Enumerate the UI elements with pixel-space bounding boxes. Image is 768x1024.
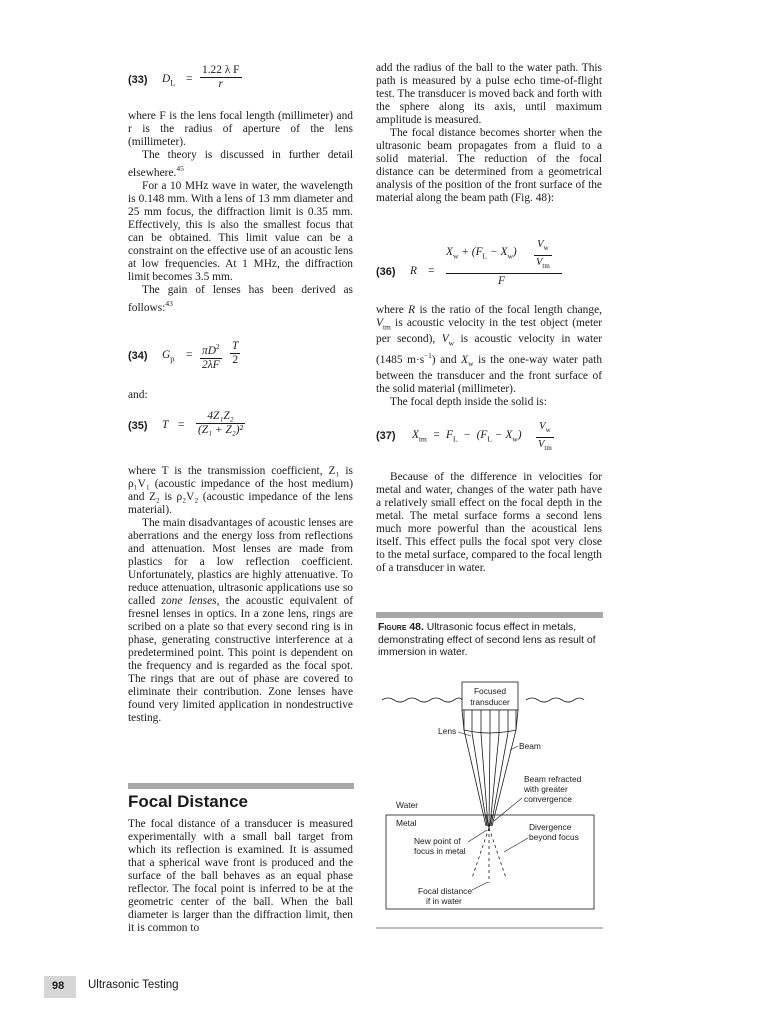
paragraph: Because of the difference in velocities for metal and water, changes of the water path have a relatively small effect on the focal depth in the metal. The metal surface forms a second lens much more powerful than the acoustical lens itself. This effect pulls the focal spot very close to the metal surface, compared to the focal length of a transducer in water. — [376, 471, 602, 574]
eq35-denominator: (Z₁ + Z₂)² — [198, 424, 243, 436]
right-text-block-1 — [376, 62, 602, 205]
figure-caption — [378, 622, 602, 660]
right-text-block-3 — [376, 471, 602, 575]
eq36-numerator: $X_w + (F_L - X_w)$ — [446, 246, 517, 261]
eq33-denominator: r — [200, 77, 242, 91]
paragraph: The focal distance of a transducer is measured experimentally with a small ball target from which its reflection is examined. It is assumed that a spherical wave front is produced and the surface of the ball behaves as an equal phase reflector. The focal point is inferred to be at the geometric center of the ball. When the ball diameter is larger than the diffraction limit, then it is common to — [128, 818, 353, 934]
section-rule — [128, 783, 354, 789]
label-lens: Lens — [438, 726, 457, 736]
eq34-fraction-1 — [200, 340, 222, 372]
equation-number: (34) — [128, 350, 148, 362]
eq34-exponent: 2 — [215, 342, 220, 351]
reference-superscript: 43 — [165, 298, 173, 308]
eq37-velocity-ratio: $V_w$ $V_{tm}$ — [536, 420, 554, 455]
figure-48-diagram — [376, 678, 604, 913]
label-divergence-2: beyond focus — [529, 832, 579, 842]
paragraph-text: The theory is discussed in further detail elsewhere. — [128, 149, 353, 179]
equals-sign: = — [186, 73, 193, 85]
paragraph: where R is the ratio of the focal length change, $V_{tm}$ is acoustic velocity in the test object (meter per second), $V_w$ is acoustic velocity in water (1485 $m\cdot s^{-1}$) and $X_w$ is the one-way water path between the transducer and the front surface of the solid material (millimeter). — [376, 304, 603, 395]
page-number-box — [44, 976, 76, 998]
eq-lhs: R — [410, 265, 417, 277]
eq-lhs: G — [162, 349, 171, 361]
figure-label: Figure 48. — [378, 622, 424, 633]
left-text-block-1 — [128, 110, 353, 315]
paragraph: The focal depth inside the solid is: — [390, 395, 547, 408]
leader-focal-distance — [472, 882, 488, 890]
label-new-focus-2: focus in metal — [414, 846, 466, 856]
label-beam-refracted-1: Beam refracted — [524, 774, 582, 784]
paragraph-text: The gain of lenses has been derived as follows: — [128, 283, 353, 314]
left-text-block-3 — [128, 818, 353, 935]
beam-rays — [464, 710, 516, 826]
figure-rule — [376, 612, 603, 618]
paragraph-text: The main disadvantages of acoustic lenses are aberrations and the energy loss from reflections and attenuation. Most lenses are made from plastics for a low reflection coefficient. Unfortunately, plastics are highly attenuative. To reduce attenuation, ultrasonic applications use so called — [128, 517, 353, 607]
equals-sign: = — [186, 349, 193, 361]
paragraph — [128, 284, 353, 315]
eq36-fraction-bar — [446, 273, 562, 274]
paragraph: For a 10 MHz wave in water, the wavelength is 0.148 mm. With a lens of 13 mm diameter and 25 mm focus, the diffraction limit is 0.35 mm. Effectively, this is also the smallest focus that can be obtained. This limit value can be a constraint on the effective use of an acoustic lens at low frequencies. At 1 MHz, the diffraction limit becomes 3.5 mm. — [128, 179, 353, 283]
equation-number: (35) — [128, 420, 148, 432]
page-number: 98 — [52, 980, 65, 992]
label-water: Water — [396, 800, 419, 810]
eq34-denominator-1: 2λF — [200, 358, 222, 372]
label-focused-transducer-2: transducer — [470, 697, 510, 707]
equation-36 — [376, 238, 602, 292]
label-beam-refracted-3: convergence — [524, 794, 572, 804]
figure-bottom-rule — [376, 927, 603, 929]
water-surface-right — [526, 698, 584, 702]
eq36-velocity-ratio: $V_w$ $V_{tm}$ — [534, 238, 552, 273]
and-label: and: — [128, 389, 148, 401]
label-new-focus-1: New point of — [414, 836, 461, 846]
paragraph: where F is the lens focal length (millimeter) and r is the radius of aperture of the lens (millimeter). — [128, 110, 353, 148]
eq34-numerator-2: T — [232, 340, 239, 352]
paragraph: add the radius of the ball to the water path. This path is measured by a pulse echo time-of-flight test. The transducer is moved back and forth with the sphere along its axis, until maximum amplitude is measured. — [376, 62, 602, 126]
label-focal-distance-1: Focal distance — [418, 886, 472, 896]
eq37-formula: $X_{tm} = F_L - (F_L - X_w)$ — [412, 429, 522, 444]
eq35-numerator: 4Z₁Z₂ — [207, 410, 234, 422]
equation-number: (37) — [376, 430, 396, 442]
label-focused-transducer-1: Focused — [473, 686, 507, 696]
left-text-block-2 — [128, 465, 353, 725]
paragraph — [128, 517, 353, 725]
eq-lhs-subscript: p — [170, 354, 175, 364]
right-text-block-2 — [376, 304, 602, 409]
eq-lhs: T — [162, 419, 169, 431]
eq34-fraction-2 — [230, 340, 240, 367]
label-metal: Metal — [396, 818, 417, 828]
label-beam: Beam — [519, 741, 541, 751]
equation-35 — [128, 410, 353, 450]
leader-divergence — [504, 838, 528, 852]
reference-superscript: 45 — [176, 164, 184, 173]
eq35-fraction — [196, 410, 245, 437]
water-surface-left — [382, 698, 462, 702]
equation-number: (36) — [376, 266, 396, 278]
paragraph: The focal distance becomes shorter when the ultrasonic beam propagates from a fluid to a solid material. The reduction of the focal distance can be determined from a geometrical analysis of the position of the front surface of the material along the beam path (Fig. 48): — [376, 127, 602, 204]
label-beam-refracted-2: with greater — [524, 784, 568, 794]
equation-37 — [376, 420, 602, 456]
leader-new-focus — [468, 830, 487, 842]
eq34-numerator-1: πD — [202, 344, 216, 357]
equals-sign: = — [428, 265, 435, 277]
eq-lhs: D — [162, 73, 171, 85]
equation-number: (33) — [128, 74, 148, 86]
eq33-numerator: 1.22 λ F — [202, 64, 240, 76]
figure-caption-text: Ultrasonic focus effect in metals, demonstrating effect of second lens as result of immersion in water. — [378, 622, 596, 658]
paragraph: where T is the transmission coefficient, Z₁ is ρ₁V₁ (acoustic impedance of the host medium) and Z₂ is ρ₂V₂ (acoustic impedance of the lens material). — [128, 465, 353, 516]
equation-34 — [128, 338, 353, 374]
emphasis-zone-lenses: zone lenses — [161, 595, 217, 607]
equation-33 — [128, 64, 353, 98]
eq36-fraction — [446, 238, 566, 288]
paragraph-text: , the acoustic equivalent of fresnel lenses in optics. In a zone lens, rings are scribed on a plate so that every second ring is in phase, generating constructive interference at a predetermined point. This point is dependent on the frequency and is regarded as the focal spot. The rings that are out of phase are covered to eliminate their contribution. Zone lenses have found very limited application in nondestructive testing. — [128, 595, 353, 724]
eq36-denominator: F — [498, 275, 505, 287]
label-divergence-1: Divergence — [529, 822, 572, 832]
paragraph — [128, 149, 353, 180]
eq34-denominator-2: 2 — [230, 353, 240, 367]
equals-sign: = — [178, 419, 185, 431]
section-heading: Focal Distance — [128, 792, 248, 811]
eq33-fraction — [200, 64, 242, 91]
eq-lhs-subscript: L — [170, 78, 176, 88]
running-footer-title: Ultrasonic Testing — [88, 979, 179, 991]
label-focal-distance-2: if in water — [426, 896, 462, 906]
